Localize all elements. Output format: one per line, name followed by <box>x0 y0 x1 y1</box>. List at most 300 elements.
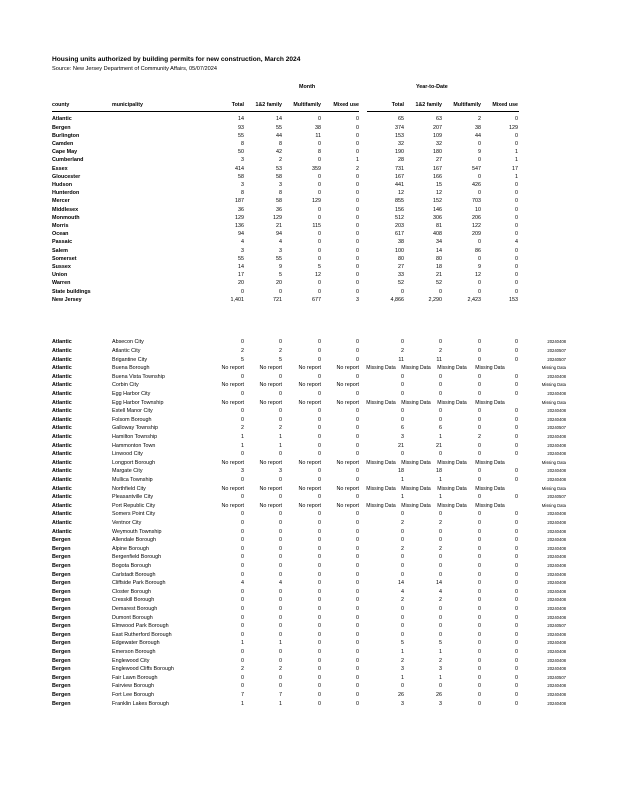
report-date-value: 20240408 <box>547 700 566 706</box>
col-county: county <box>52 102 70 108</box>
ytd-group-header: Year-to-Date <box>416 84 448 90</box>
ytd-12family-value: 14 <box>436 247 442 254</box>
ytd-12family-value: Missing Data <box>401 502 431 509</box>
county-name: Middlesex <box>52 206 79 213</box>
ytd-multifamily-value: 0 <box>478 140 481 147</box>
municipality-name: Mullica Township <box>112 476 153 483</box>
county-name: Atlantic <box>52 433 72 440</box>
ytd-multifamily-value: 2,423 <box>467 296 481 303</box>
municipality-name: Closter Borough <box>112 588 151 595</box>
ytd-multifamily-value: 0 <box>478 631 481 638</box>
ytd-mixed-value: 0 <box>515 528 518 535</box>
month-12family-value: 0 <box>279 545 282 552</box>
month-mixed-value: No report <box>336 365 359 372</box>
ytd-mixed-value: 0 <box>515 511 518 518</box>
ytd-total-value: Missing Data <box>366 365 396 372</box>
month-multifamily-value: 0 <box>318 288 321 295</box>
county-row <box>0 140 618 148</box>
ytd-mixed-value: 0 <box>515 442 518 449</box>
ytd-mixed-value: Missing Data <box>475 502 505 509</box>
ytd-12family-value: 0 <box>439 373 442 380</box>
ytd-mixed-value: 0 <box>515 181 518 188</box>
municipality-name: Demarest Borough <box>112 605 158 612</box>
ytd-12family-value: 63 <box>436 116 442 123</box>
month-multifamily-value: 12 <box>315 272 321 279</box>
month-total-value: No report <box>221 502 244 509</box>
report-date-value: Missing Data <box>541 382 566 388</box>
ytd-total-value: 1 <box>401 494 404 501</box>
ytd-total-value: Missing Data <box>366 399 396 406</box>
ytd-mixed-value: 0 <box>515 545 518 552</box>
month-multifamily-value: 0 <box>318 631 321 638</box>
ytd-mixed-value: 0 <box>515 674 518 681</box>
month-total-value: 0 <box>241 605 244 612</box>
report-date-value: 20240408 <box>547 545 566 551</box>
county-name: Warren <box>52 280 71 287</box>
county-name: Atlantic <box>52 459 72 466</box>
month-12family-value: 7 <box>279 691 282 698</box>
municipality-row <box>0 433 618 441</box>
ytd-multifamily-value: 0 <box>478 623 481 630</box>
month-12family-value: No report <box>259 485 282 492</box>
col-municipality: municipality <box>112 102 143 108</box>
ytd-total-value: 65 <box>398 116 404 123</box>
ytd-12family-value: Missing Data <box>401 399 431 406</box>
county-name: Salem <box>52 247 68 254</box>
county-row <box>0 296 618 304</box>
ytd-total-value: 1 <box>401 648 404 655</box>
month-mixed-value: 0 <box>356 132 359 139</box>
ytd-12family-value: 1 <box>439 648 442 655</box>
ytd-12family-value: 207 <box>433 124 442 131</box>
county-name: Atlantic <box>52 356 72 363</box>
ytd-multifamily-value: 0 <box>478 356 481 363</box>
county-name: Gloucester <box>52 173 81 180</box>
month-multifamily-value: No report <box>298 485 321 492</box>
month-total-value: 0 <box>241 571 244 578</box>
month-multifamily-value: 677 <box>312 296 321 303</box>
ytd-12family-value: 11 <box>436 356 442 363</box>
month-12family-value: 8 <box>279 190 282 197</box>
ytd-multifamily-value: 86 <box>475 247 481 254</box>
ytd-total-value: 5 <box>401 640 404 647</box>
municipality-name: Port Republic City <box>112 502 156 509</box>
month-mixed-value: 0 <box>356 390 359 397</box>
month-12family-value: 0 <box>279 605 282 612</box>
month-mixed-value: 0 <box>356 425 359 432</box>
month-12family-value: 2 <box>279 347 282 354</box>
municipality-name: Brigantine City <box>112 356 148 363</box>
month-mixed-value: No report <box>336 382 359 389</box>
month-total-value: 2 <box>241 666 244 673</box>
month-mixed-value: 0 <box>356 433 359 440</box>
month-multifamily-value: 0 <box>318 255 321 262</box>
month-mixed-value: 1 <box>356 157 359 164</box>
ytd-12family-value: Missing Data <box>401 485 431 492</box>
ytd-total-value: 26 <box>398 691 404 698</box>
month-12family-value: 5 <box>279 272 282 279</box>
county-row <box>0 115 618 123</box>
month-12family-value: 0 <box>279 554 282 561</box>
ytd-total-value: 203 <box>395 222 404 229</box>
county-row <box>0 263 618 271</box>
month-mixed-value: 0 <box>356 631 359 638</box>
report-date-value: 20240408 <box>547 571 566 577</box>
ytd-total-value: 27 <box>398 263 404 270</box>
ytd-12family-value: 0 <box>439 288 442 295</box>
ytd-12family-value: 2 <box>439 545 442 552</box>
ytd-multifamily-value: 0 <box>478 173 481 180</box>
month-multifamily-value: 0 <box>318 181 321 188</box>
municipality-row <box>0 338 618 346</box>
month-mixed-value: 0 <box>356 416 359 423</box>
month-12family-value: 20 <box>276 280 282 287</box>
ytd-multifamily-value: 0 <box>478 554 481 561</box>
county-name: Union <box>52 272 68 279</box>
ytd-multifamily-value: 0 <box>478 468 481 475</box>
county-name: Sussex <box>52 263 71 270</box>
month-multifamily-value: 0 <box>318 339 321 346</box>
ytd-multifamily-value: 0 <box>478 408 481 415</box>
ytd-mixed-value: 0 <box>515 198 518 205</box>
col-ytd-total: Total <box>391 102 404 108</box>
column-header-row <box>0 102 618 111</box>
county-name: Bergen <box>52 124 71 131</box>
month-total-value: 8 <box>241 140 244 147</box>
month-12family-value: 9 <box>279 263 282 270</box>
month-12family-value: 129 <box>273 214 282 221</box>
report-date-value: 20240408 <box>547 657 566 663</box>
month-total-value: 3 <box>241 247 244 254</box>
report-date-value: 20240408 <box>547 537 566 543</box>
municipality-name: Egg Harbor City <box>112 390 151 397</box>
county-name: Atlantic <box>52 116 72 123</box>
month-12family-value: 0 <box>279 597 282 604</box>
ytd-mixed-value: 0 <box>515 537 518 544</box>
month-total-value: 0 <box>241 519 244 526</box>
month-multifamily-value: No report <box>298 399 321 406</box>
month-12family-value: No report <box>259 382 282 389</box>
month-mixed-value: No report <box>336 399 359 406</box>
month-12family-value: 36 <box>276 206 282 213</box>
ytd-total-value: 0 <box>401 451 404 458</box>
month-multifamily-value: 0 <box>318 683 321 690</box>
ytd-total-value: 0 <box>401 683 404 690</box>
ytd-multifamily-value: Missing Data <box>437 365 467 372</box>
month-mixed-value: 0 <box>356 597 359 604</box>
month-12family-value: 58 <box>276 198 282 205</box>
month-multifamily-value: 0 <box>318 614 321 621</box>
county-row <box>0 214 618 222</box>
ytd-total-value: 2 <box>401 545 404 552</box>
ytd-multifamily-value: 0 <box>478 239 481 246</box>
county-name: Atlantic <box>52 451 72 458</box>
county-row <box>0 197 618 205</box>
municipality-name: Buena Borough <box>112 365 150 372</box>
ytd-total-value: 0 <box>401 288 404 295</box>
month-total-value: No report <box>221 485 244 492</box>
month-total-value: 1 <box>241 700 244 707</box>
ytd-total-value: 0 <box>401 339 404 346</box>
county-name: Atlantic <box>52 494 72 501</box>
month-mixed-value: 0 <box>356 691 359 698</box>
ytd-mixed-value: 0 <box>515 356 518 363</box>
month-mixed-value: 0 <box>356 571 359 578</box>
month-multifamily-value: 0 <box>318 528 321 535</box>
ytd-12family-value: 81 <box>436 222 442 229</box>
county-name: Atlantic <box>52 373 72 380</box>
ytd-mixed-value: 0 <box>515 554 518 561</box>
county-name: Atlantic <box>52 399 72 406</box>
report-date-value: 20240408 <box>547 511 566 517</box>
municipality-row <box>0 579 618 587</box>
month-total-value: 7 <box>241 691 244 698</box>
month-mixed-value: 2 <box>356 165 359 172</box>
county-name: Bergen <box>52 648 71 655</box>
ytd-12family-value: 2,290 <box>428 296 442 303</box>
ytd-12family-value: 166 <box>433 173 442 180</box>
month-multifamily-value: 0 <box>318 247 321 254</box>
ytd-total-value: 617 <box>395 231 404 238</box>
municipality-name: Atlantic City <box>112 347 141 354</box>
ytd-multifamily-value: 0 <box>478 255 481 262</box>
ytd-total-value: 855 <box>395 198 404 205</box>
ytd-multifamily-value: 0 <box>478 691 481 698</box>
month-mixed-value: 0 <box>356 674 359 681</box>
month-12family-value: 1 <box>279 700 282 707</box>
month-multifamily-value: 0 <box>318 691 321 698</box>
month-multifamily-value: 0 <box>318 519 321 526</box>
municipality-name: Dumont Borough <box>112 614 153 621</box>
month-mixed-value: 0 <box>356 124 359 131</box>
ytd-12family-value: 18 <box>436 263 442 270</box>
ytd-12family-value: 26 <box>436 691 442 698</box>
ytd-total-value: 190 <box>395 149 404 156</box>
month-multifamily-value: 0 <box>318 571 321 578</box>
month-total-value: 3 <box>241 468 244 475</box>
month-12family-value: 42 <box>276 149 282 156</box>
county-name: Bergen <box>52 657 71 664</box>
ytd-12family-value: 306 <box>433 214 442 221</box>
report-date-value: 20240408 <box>547 631 566 637</box>
month-total-value: 1 <box>241 640 244 647</box>
ytd-12family-value: 0 <box>439 339 442 346</box>
month-multifamily-value: 0 <box>318 597 321 604</box>
county-row <box>0 238 618 246</box>
ytd-multifamily-value: 0 <box>478 442 481 449</box>
report-date-value: 20240408 <box>547 476 566 482</box>
month-mixed-value: 0 <box>356 408 359 415</box>
month-multifamily-value: 0 <box>318 657 321 664</box>
municipality-name: Bergenfield Borough <box>112 554 162 561</box>
month-mixed-value: 0 <box>356 640 359 647</box>
ytd-12family-value: 0 <box>439 571 442 578</box>
month-12family-value: 1 <box>279 433 282 440</box>
county-name: Hunterdon <box>52 190 80 197</box>
month-multifamily-value: 0 <box>318 416 321 423</box>
month-12family-value: 0 <box>279 623 282 630</box>
month-12family-value: 0 <box>279 373 282 380</box>
county-name: Atlantic <box>52 365 72 372</box>
month-12family-value: 3 <box>279 468 282 475</box>
ytd-mixed-value: 0 <box>515 140 518 147</box>
month-multifamily-value: 129 <box>312 198 321 205</box>
municipality-row <box>0 614 618 622</box>
month-12family-value: 0 <box>279 631 282 638</box>
ytd-multifamily-value: 209 <box>472 231 481 238</box>
ytd-mixed-value: 0 <box>515 451 518 458</box>
ytd-12family-value: 4 <box>439 588 442 595</box>
month-12family-value: 14 <box>276 116 282 123</box>
month-multifamily-value: No report <box>298 459 321 466</box>
ytd-12family-value: 2 <box>439 597 442 604</box>
month-multifamily-value: 0 <box>318 623 321 630</box>
month-multifamily-value: 0 <box>318 674 321 681</box>
month-multifamily-value: 0 <box>318 140 321 147</box>
ytd-multifamily-value: 0 <box>478 339 481 346</box>
month-12family-value: 3 <box>279 247 282 254</box>
county-name: Atlantic <box>52 390 72 397</box>
ytd-mixed-value: 0 <box>515 519 518 526</box>
ytd-multifamily-value: 0 <box>478 476 481 483</box>
month-multifamily-value: 0 <box>318 442 321 449</box>
ytd-12family-value: 0 <box>439 562 442 569</box>
ytd-mixed-value: 0 <box>515 263 518 270</box>
ytd-total-value: 11 <box>398 356 404 363</box>
report-date-value: Missing Data <box>541 502 566 508</box>
report-source: Source: New Jersey Department of Community Affairs, 05/07/2024 <box>52 66 217 72</box>
ytd-multifamily-value: 0 <box>478 528 481 535</box>
ytd-12family-value: 0 <box>439 537 442 544</box>
month-total-value: 0 <box>241 545 244 552</box>
month-mixed-value: 0 <box>356 683 359 690</box>
report-date-value: Missing Data <box>541 459 566 465</box>
municipality-name: Elmwood Park Borough <box>112 623 169 630</box>
ytd-total-value: 33 <box>398 272 404 279</box>
ytd-multifamily-value: 10 <box>475 206 481 213</box>
county-row <box>0 124 618 132</box>
ytd-mixed-value: 0 <box>515 206 518 213</box>
ytd-mixed-value: 0 <box>515 657 518 664</box>
ytd-total-value: 32 <box>398 140 404 147</box>
ytd-mixed-value: 0 <box>515 476 518 483</box>
month-mixed-value: 0 <box>356 442 359 449</box>
ytd-mixed-value: 0 <box>515 272 518 279</box>
county-row <box>0 206 618 214</box>
county-name: Bergen <box>52 614 71 621</box>
ytd-mixed-value: 17 <box>512 165 518 172</box>
month-mixed-value: 0 <box>356 666 359 673</box>
municipality-name: Absecon City <box>112 339 144 346</box>
ytd-mixed-value: 0 <box>515 640 518 647</box>
month-multifamily-value: 0 <box>318 476 321 483</box>
month-mixed-value: 0 <box>356 149 359 156</box>
month-mixed-value: 0 <box>356 116 359 123</box>
month-total-value: 1 <box>241 442 244 449</box>
ytd-total-value: 731 <box>395 165 404 172</box>
month-mixed-value: 0 <box>356 356 359 363</box>
month-total-value: 55 <box>238 132 244 139</box>
ytd-12family-value: 0 <box>439 528 442 535</box>
month-multifamily-value: 0 <box>318 554 321 561</box>
ytd-multifamily-value: Missing Data <box>437 485 467 492</box>
ytd-total-value: 6 <box>401 425 404 432</box>
month-multifamily-value: 0 <box>318 280 321 287</box>
month-multifamily-value: 0 <box>318 537 321 544</box>
municipality-row <box>0 424 618 432</box>
ytd-mixed-value: 0 <box>515 571 518 578</box>
ytd-12family-value: 21 <box>436 272 442 279</box>
ytd-12family-value: 0 <box>439 416 442 423</box>
ytd-mixed-value: 4 <box>515 239 518 246</box>
month-12family-value: 58 <box>276 173 282 180</box>
month-total-value: 0 <box>241 511 244 518</box>
municipality-name: Cresskill Borough <box>112 597 155 604</box>
month-12family-value: 4 <box>279 580 282 587</box>
month-12family-value: 1 <box>279 442 282 449</box>
ytd-12family-value: 27 <box>436 157 442 164</box>
month-multifamily-value: 0 <box>318 511 321 518</box>
ytd-multifamily-value: 0 <box>478 190 481 197</box>
county-name: Bergen <box>52 623 71 630</box>
month-12family-value: 5 <box>279 356 282 363</box>
month-multifamily-value: 5 <box>318 263 321 270</box>
county-row <box>0 165 618 173</box>
ytd-multifamily-value: 0 <box>478 597 481 604</box>
month-total-value: 0 <box>241 339 244 346</box>
ytd-total-value: 52 <box>398 280 404 287</box>
month-multifamily-value: 0 <box>318 347 321 354</box>
month-total-value: 3 <box>241 181 244 188</box>
month-multifamily-value: 0 <box>318 231 321 238</box>
month-12family-value: 0 <box>279 571 282 578</box>
ytd-mixed-value: 0 <box>515 231 518 238</box>
county-row <box>0 271 618 279</box>
county-name: Bergen <box>52 683 71 690</box>
ytd-mixed-value: Missing Data <box>475 399 505 406</box>
ytd-12family-value: 14 <box>436 580 442 587</box>
month-12family-value: 8 <box>279 140 282 147</box>
ytd-total-value: 0 <box>401 605 404 612</box>
municipality-row <box>0 399 618 407</box>
county-name: Cape May <box>52 149 78 156</box>
municipality-row <box>0 467 618 475</box>
month-12family-value: 21 <box>276 222 282 229</box>
county-name: Bergen <box>52 537 71 544</box>
ytd-12family-value: 152 <box>433 198 442 205</box>
report-date-value: 20240408 <box>547 562 566 568</box>
ytd-total-value: 441 <box>395 181 404 188</box>
ytd-multifamily-value: 9 <box>478 149 481 156</box>
month-mixed-value: 3 <box>356 296 359 303</box>
county-name: Bergen <box>52 562 71 569</box>
ytd-mixed-value: 1 <box>515 149 518 156</box>
ytd-mixed-value: 0 <box>515 222 518 229</box>
municipality-name: Buena Vista Township <box>112 373 165 380</box>
county-row <box>0 189 618 197</box>
municipality-row <box>0 459 618 467</box>
month-12family-value: 0 <box>279 511 282 518</box>
ytd-12family-value: 0 <box>439 683 442 690</box>
municipality-row <box>0 416 618 424</box>
month-mixed-value: No report <box>336 485 359 492</box>
municipality-row <box>0 373 618 381</box>
month-total-value: 5 <box>241 356 244 363</box>
report-date-value: 20240408 <box>547 588 566 594</box>
ytd-mixed-value: 0 <box>515 255 518 262</box>
county-row <box>0 255 618 263</box>
ytd-12family-value: 3 <box>439 666 442 673</box>
